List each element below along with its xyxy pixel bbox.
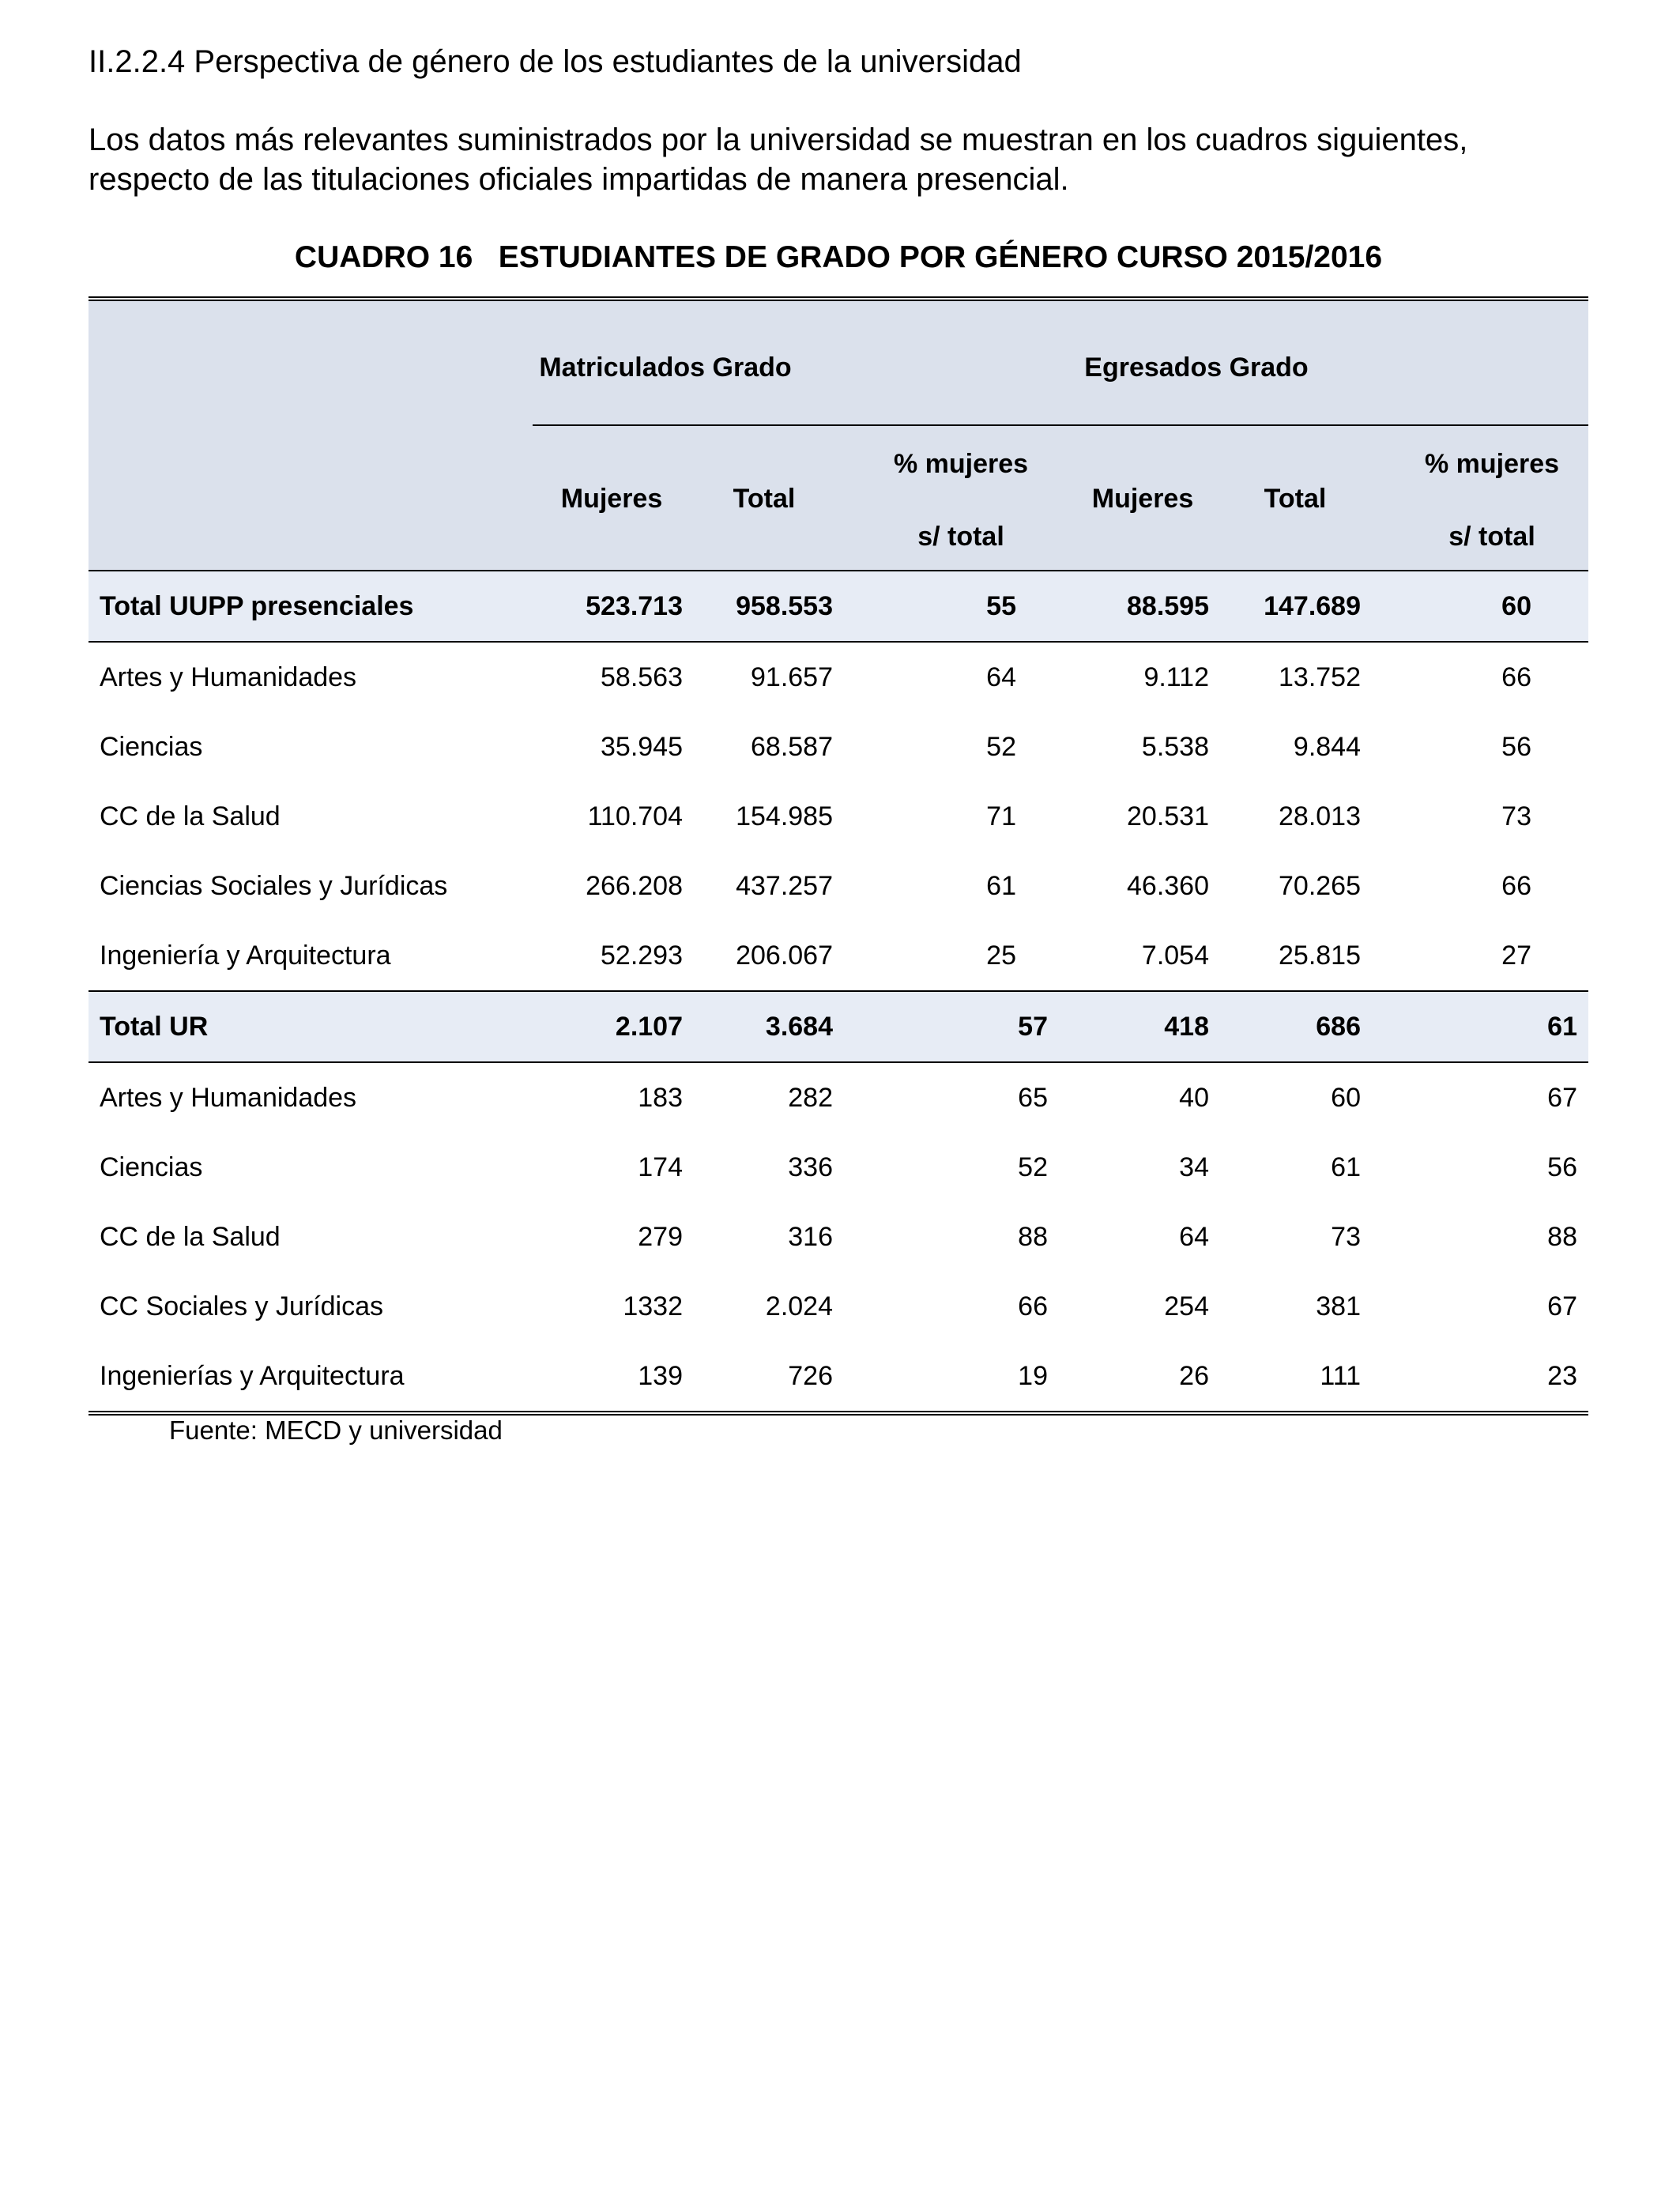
table-body <box>89 571 1588 1411</box>
cell-m-total: 206.067 <box>736 941 833 971</box>
cell-e-mujeres: 40 <box>1179 1083 1209 1113</box>
cell-m-pct: 52 <box>1018 1152 1048 1182</box>
cell-m-total: 68.587 <box>751 732 833 762</box>
table-row <box>89 1272 1588 1341</box>
row-label: CC de la Salud <box>100 801 281 831</box>
cell-m-total: 91.657 <box>751 662 833 692</box>
cell-e-mujeres: 254 <box>1164 1291 1209 1321</box>
table-row <box>89 1133 1588 1202</box>
cell-m-total: 958.553 <box>736 591 833 621</box>
cell-m-pct: 71 <box>986 801 1016 831</box>
cell-m-pct: 88 <box>1018 1222 1048 1252</box>
cell-e-mujeres: 9.112 <box>1143 662 1209 692</box>
cell-e-mujeres: 7.054 <box>1141 941 1209 971</box>
group-header-rule <box>533 424 1588 426</box>
intro-line-2: respecto de las titulaciones oficiales impartidas de manera presencial. <box>89 162 1069 197</box>
cell-m-pct: 61 <box>986 871 1016 901</box>
cell-e-pct: 56 <box>1547 1152 1577 1182</box>
cell-m-total: 2.024 <box>765 1291 833 1321</box>
row-label: CC de la Salud <box>100 1222 281 1252</box>
col-header-m-pct-line1: % mujeres <box>893 449 1029 479</box>
table-total-row <box>89 571 1588 641</box>
cell-m-mujeres: 58.563 <box>601 662 683 692</box>
cell-e-pct: 88 <box>1547 1222 1577 1252</box>
cell-m-pct: 64 <box>986 662 1016 692</box>
cell-e-pct: 60 <box>1501 591 1531 621</box>
cell-e-pct: 23 <box>1547 1361 1577 1391</box>
cell-e-total: 60 <box>1331 1083 1361 1113</box>
section-heading: II.2.2.4 Perspectiva de género de los estudiantes de la universidad <box>89 44 1022 79</box>
cell-m-pct: 19 <box>1018 1361 1048 1391</box>
col-header-e-pct-line1: % mujeres <box>1424 449 1560 479</box>
table-row <box>89 782 1588 851</box>
cell-e-mujeres: 64 <box>1179 1222 1209 1252</box>
cell-e-total: 381 <box>1316 1291 1361 1321</box>
intro-line-1: Los datos más relevantes suministrados por la universidad se muestran en los cuadros siguientes, <box>89 123 1468 157</box>
cell-e-total: 686 <box>1316 1012 1361 1042</box>
cell-m-mujeres: 2.107 <box>615 1012 683 1042</box>
table-row <box>89 1341 1588 1411</box>
cell-m-pct: 25 <box>986 941 1016 971</box>
col-header-e-mujeres: Mujeres <box>1091 484 1194 514</box>
row-label: CC Sociales y Jurídicas <box>100 1291 384 1321</box>
cell-m-total: 3.684 <box>765 1012 833 1042</box>
table-row <box>89 643 1588 712</box>
row-label: Ingenierías y Arquitectura <box>100 1361 405 1391</box>
cell-m-total: 154.985 <box>736 801 833 831</box>
cell-e-mujeres: 46.360 <box>1127 871 1209 901</box>
table-row <box>89 921 1588 990</box>
row-label: Artes y Humanidades <box>100 1083 357 1113</box>
col-header-e-pct-line2: s/ total <box>1448 522 1535 552</box>
cell-m-pct: 66 <box>1018 1291 1048 1321</box>
cell-e-total: 25.815 <box>1279 941 1361 971</box>
col-header-m-pct <box>838 447 1084 554</box>
table-row <box>89 1063 1588 1133</box>
cell-e-total: 73 <box>1331 1222 1361 1252</box>
cell-e-pct: 67 <box>1547 1291 1577 1321</box>
cell-e-mujeres: 20.531 <box>1127 801 1209 831</box>
cell-e-pct: 67 <box>1547 1083 1577 1113</box>
cell-m-mujeres: 139 <box>638 1361 683 1391</box>
row-label: Artes y Humanidades <box>100 662 357 692</box>
cell-m-mujeres: 110.704 <box>587 801 683 831</box>
cell-e-pct: 66 <box>1501 662 1531 692</box>
cell-e-pct: 61 <box>1547 1012 1577 1042</box>
cell-e-pct: 66 <box>1501 871 1531 901</box>
cell-m-total: 437.257 <box>736 871 833 901</box>
cell-m-total: 726 <box>788 1361 833 1391</box>
group-header-matriculados: Matriculados Grado <box>539 352 792 383</box>
cell-e-pct: 27 <box>1501 941 1531 971</box>
row-label: Ciencias Sociales y Jurídicas <box>100 871 448 901</box>
col-header-e-pct <box>1369 447 1615 554</box>
cell-e-pct: 56 <box>1501 732 1531 762</box>
col-header-m-pct-line2: s/ total <box>917 522 1004 552</box>
cell-m-total: 282 <box>788 1083 833 1113</box>
cell-e-total: 61 <box>1331 1152 1361 1182</box>
row-label: Ingeniería y Arquitectura <box>100 941 391 971</box>
table-title: CUADRO 16 ESTUDIANTES DE GRADO POR GÉNERO CURSO 2015/2016 <box>294 240 1383 274</box>
cell-m-mujeres: 174 <box>638 1152 683 1182</box>
row-label: Total UUPP presenciales <box>100 591 414 621</box>
row-label: Total UR <box>100 1012 209 1042</box>
cell-m-total: 336 <box>788 1152 833 1182</box>
cell-m-pct: 57 <box>1018 1012 1048 1042</box>
table-total-row <box>89 992 1588 1061</box>
table-row <box>89 712 1588 782</box>
col-header-e-total: Total <box>1264 484 1327 514</box>
cell-e-mujeres: 34 <box>1179 1152 1209 1182</box>
col-header-m-total: Total <box>733 484 796 514</box>
cell-m-pct: 55 <box>986 591 1016 621</box>
cell-m-mujeres: 1332 <box>623 1291 683 1321</box>
cell-m-pct: 52 <box>986 732 1016 762</box>
table-row <box>89 851 1588 921</box>
group-header-egresados: Egresados Grado <box>1084 352 1309 383</box>
cell-m-mujeres: 279 <box>638 1222 683 1252</box>
cell-e-total: 13.752 <box>1279 662 1361 692</box>
table-source: Fuente: MECD y universidad <box>169 1416 503 1445</box>
table-header <box>89 301 1588 570</box>
cell-m-mujeres: 266.208 <box>586 871 683 901</box>
cell-m-mujeres: 523.713 <box>586 591 683 621</box>
cell-e-mujeres: 5.538 <box>1141 732 1209 762</box>
cell-e-total: 147.689 <box>1264 591 1361 621</box>
intro-paragraph <box>89 120 1606 199</box>
col-header-m-mujeres: Mujeres <box>560 484 663 514</box>
row-label: Ciencias <box>100 732 203 762</box>
cell-m-mujeres: 52.293 <box>601 941 683 971</box>
cell-m-pct: 65 <box>1018 1083 1048 1113</box>
table-row <box>89 1202 1588 1272</box>
cell-m-mujeres: 35.945 <box>601 732 683 762</box>
cell-m-mujeres: 183 <box>638 1083 683 1113</box>
cell-e-mujeres: 418 <box>1164 1012 1209 1042</box>
cell-e-total: 28.013 <box>1279 801 1361 831</box>
cell-e-total: 111 <box>1320 1361 1361 1391</box>
students-by-gender-table <box>89 296 1588 1416</box>
cell-e-mujeres: 88.595 <box>1127 591 1209 621</box>
cell-e-mujeres: 26 <box>1179 1361 1209 1391</box>
cell-e-total: 70.265 <box>1279 871 1361 901</box>
cell-e-total: 9.844 <box>1293 732 1361 762</box>
row-label: Ciencias <box>100 1152 203 1182</box>
cell-e-pct: 73 <box>1501 801 1531 831</box>
cell-m-total: 316 <box>788 1222 833 1252</box>
